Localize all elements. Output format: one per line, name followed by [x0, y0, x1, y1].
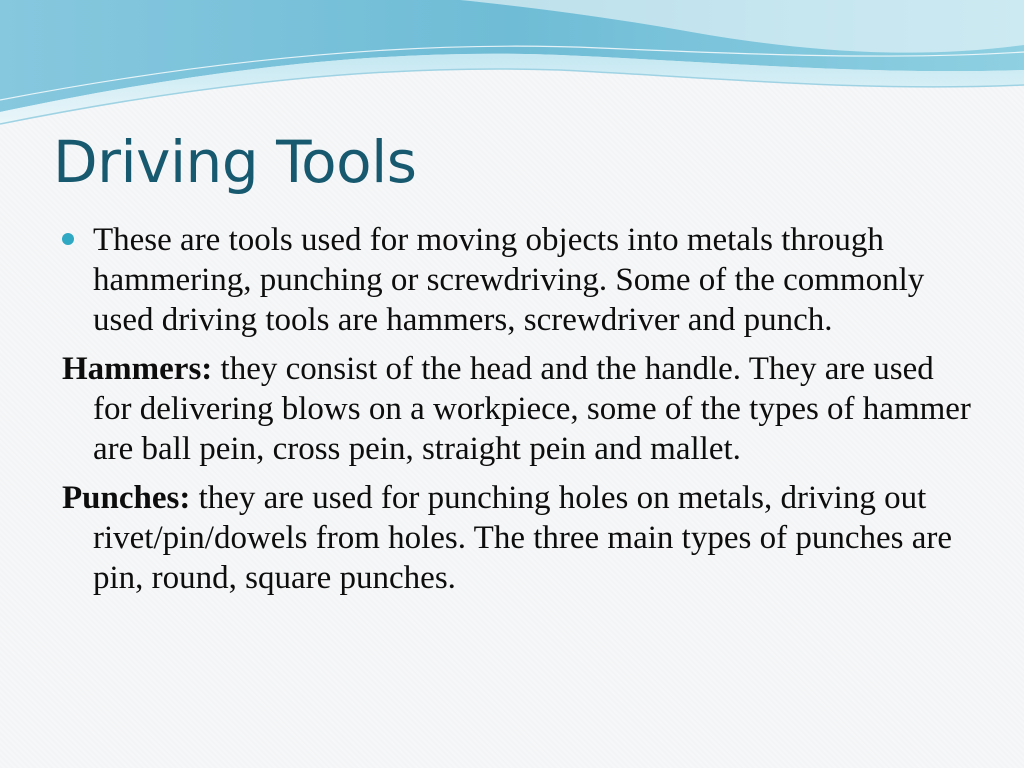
intro-text: These are tools used for moving objects into metals through hammering, punching or screwdriving. Some of the commonly used driving tools are hammers, screwdriver and punch.: [93, 222, 925, 338]
slide-title: Driving Tools: [53, 128, 417, 196]
intro-paragraph: [62, 220, 972, 340]
punches-paragraph: [62, 478, 972, 598]
header-wave-decoration: [0, 0, 1024, 130]
punches-text: they are used for punching holes on metals, driving out rivet/pin/dowels from holes. The three main types of punches are pin, round, square punches.: [93, 480, 952, 596]
hammers-term: Hammers:: [62, 351, 213, 387]
slide-body: [62, 220, 972, 607]
bullet-icon: [62, 220, 93, 260]
punches-term: Punches:: [62, 480, 191, 516]
hammers-text: they consist of the head and the handle. They are used for delivering blows on a workpiece, some of the types of hammer are ball pein, cross pein, straight pein and mallet.: [93, 351, 971, 467]
hammers-paragraph: [62, 349, 972, 469]
